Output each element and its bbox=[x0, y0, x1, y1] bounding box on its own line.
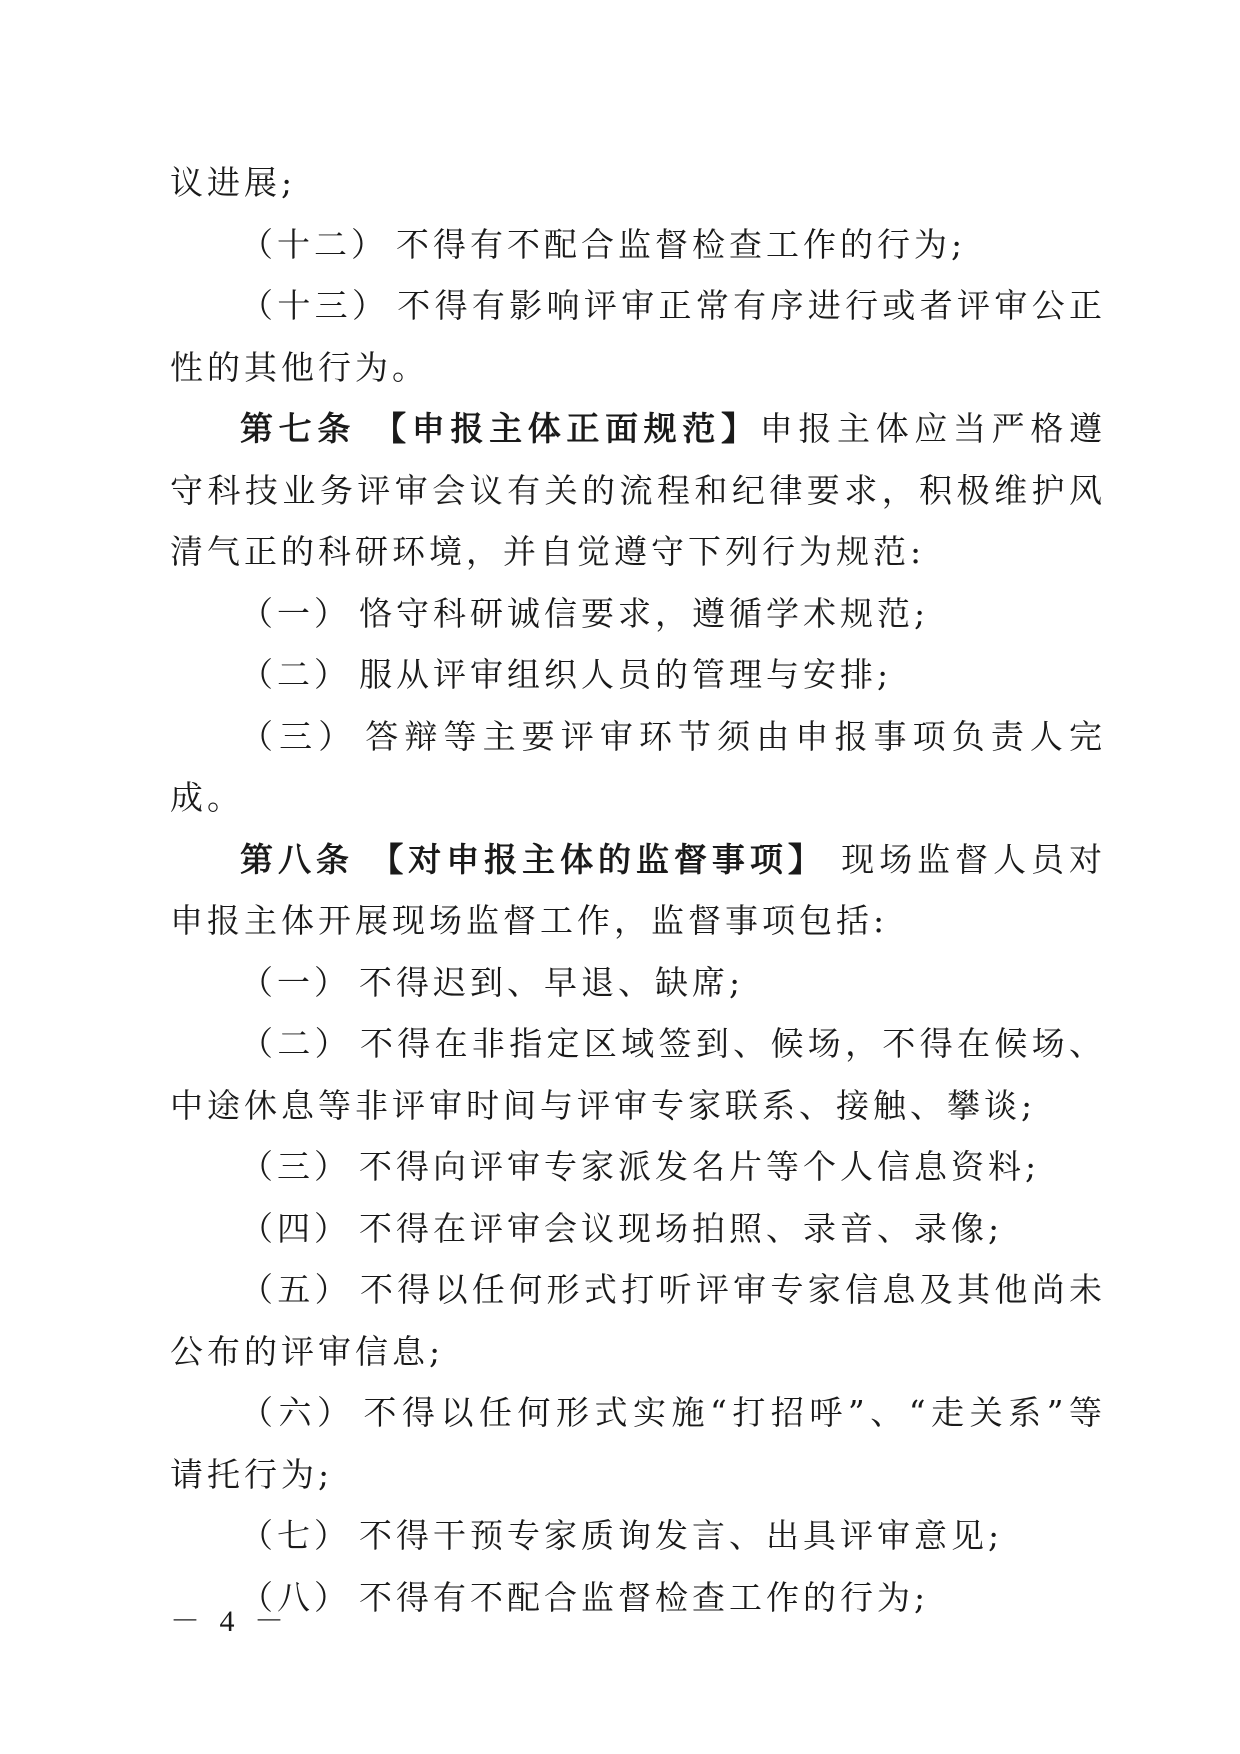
list-item bbox=[170, 1382, 1106, 1505]
article-paragraph bbox=[170, 829, 1106, 952]
article-heading: 第八条 【对申报主体的监督事项】 bbox=[240, 839, 826, 879]
item-text: 恪守科研诚信要求，遵循学术规范; bbox=[359, 593, 930, 633]
item-text: 不得迟到、早退、缺席; bbox=[359, 962, 745, 1002]
list-item bbox=[170, 644, 1106, 706]
item-number: （二） bbox=[240, 1024, 352, 1063]
item-text: 答辩等主要评审环节须由申报事项负责人完成。 bbox=[170, 716, 1107, 817]
item-number: （十二） bbox=[240, 224, 388, 264]
item-number: （十三） bbox=[240, 286, 390, 325]
item-number: （七） bbox=[240, 1516, 351, 1555]
item-text: 不得以任何形式实施“打招呼”、“走关系”等请托行为; bbox=[170, 1393, 1107, 1494]
list-item bbox=[170, 1136, 1106, 1198]
list-item bbox=[170, 1259, 1106, 1382]
item-text: 服从评审组织人员的管理与安排; bbox=[359, 655, 893, 694]
document-body bbox=[170, 152, 1106, 1628]
list-item bbox=[170, 1198, 1106, 1260]
article-heading: 第七条 【申报主体正面规范】 bbox=[240, 409, 760, 448]
item-text: 不得干预专家质询发言、出具评审意见; bbox=[359, 1516, 1004, 1555]
list-item bbox=[170, 275, 1106, 398]
article-text: 申报主体应当严格遵守科技业务评审会议有关的流程和纪律要求，积极维护风清气正的科研环境，并自觉遵守下列行为规范: bbox=[170, 409, 1106, 571]
list-item bbox=[170, 1505, 1106, 1567]
list-item bbox=[170, 1567, 1106, 1629]
article-paragraph bbox=[170, 398, 1106, 583]
item-text: 不得以任何形式打听评审专家信息及其他尚未公布的评审信息; bbox=[170, 1270, 1107, 1371]
item-number: （五） bbox=[240, 1270, 352, 1309]
item-text: 不得在非指定区域签到、候场，不得在候场、中途休息等非评审时间与评审专家联系、接触、攀谈; bbox=[170, 1024, 1107, 1125]
list-item bbox=[170, 1013, 1106, 1136]
item-number: （三） bbox=[240, 716, 358, 756]
item-number: （四） bbox=[240, 1208, 351, 1248]
item-text: 不得有影响评审正常有序进行或者评审公正性的其他行为。 bbox=[170, 286, 1107, 387]
page-number: － 4 － bbox=[170, 1605, 290, 1638]
item-number: （一） bbox=[240, 593, 351, 633]
paragraph-text: 议进展; bbox=[170, 163, 297, 202]
item-number: （一） bbox=[240, 962, 351, 1002]
item-text: 不得有不配合监督检查工作的行为; bbox=[396, 224, 967, 264]
item-number: （八） bbox=[240, 1577, 351, 1617]
list-item bbox=[170, 583, 1106, 645]
paragraph-continuation bbox=[170, 152, 1106, 214]
item-number: （六） bbox=[240, 1393, 356, 1432]
list-item bbox=[170, 214, 1106, 276]
item-number: （二） bbox=[240, 655, 351, 694]
article-text: 现场监督人员对申报主体开展现场监督工作，监督事项包括: bbox=[170, 839, 1106, 940]
item-text: 不得有不配合监督检查工作的行为; bbox=[359, 1577, 930, 1617]
list-item bbox=[170, 952, 1106, 1014]
item-text: 不得在评审会议现场拍照、录音、录像; bbox=[359, 1208, 1004, 1248]
item-number: （三） bbox=[240, 1147, 351, 1186]
item-text: 不得向评审专家派发名片等个人信息资料; bbox=[359, 1147, 1041, 1186]
list-item bbox=[170, 706, 1106, 829]
